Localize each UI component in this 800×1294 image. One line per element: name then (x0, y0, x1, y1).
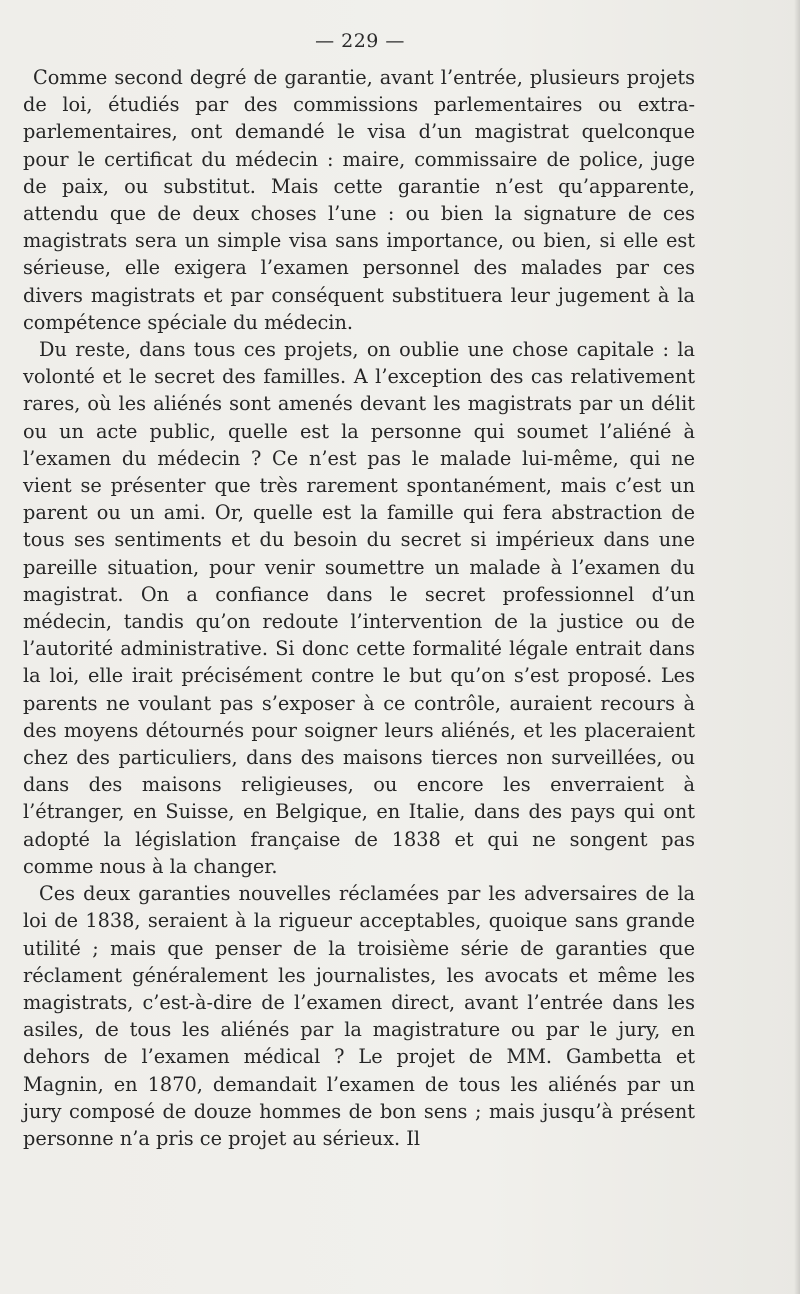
paragraph-2: Du reste, dans tous ces projets, on oublie une chose capitale : la volonté et le secret des familles. A l’exception des cas relativement rares, où les aliénés sont amenés devant les magistrats par un délit ou un acte public, quelle est la personne qui soumet l’aliéné à l’examen du médecin ? Ce n’est pas le malade lui-même, qui ne vient se présenter que très rarement spontanément, mais c’est un parent ou un ami. Or, quelle est la famille qui fera abstraction de tous ses sentiments et du besoin du secret si impérieux dans une pareille situation, pour venir soumettre un malade à l’examen du magistrat. On a confiance dans le secret professionnel d’un médecin, tandis qu’on redoute l’intervention de la justice ou de l’autorité administrative. Si donc cette formalité légale entrait dans la loi, elle irait précisément contre le but qu’on s’est proposé. Les parents ne voulant pas s’exposer à ce contrôle, auraient recours à des moyens détournés pour soigner leurs aliénés, et les placeraient chez des particuliers, dans des maisons tierces non surveillées, ou dans des maisons religieuses, ou encore les enverraient à l’étranger, en Suisse, en Belgique, en Italie, dans des pays qui ont adopté la législation française de 1838 et qui ne songent pas comme nous à la changer. (23, 338, 695, 878)
paragraph-1: Comme second degré de garantie, avant l’entrée, plusieurs projets de loi, étudiés par des commissions parlementaires ou extra-parlementaires, ont demandé le visa d’un magistrat quelconque pour le certificat du médecin : maire, commissaire de police, juge de paix, ou substitut. Mais cette garantie n’est qu’apparente, attendu que de deux choses l’une : ou bien la signature de ces magistrats sera un simple visa sans importance, ou bien, si elle est sérieuse, elle exigera l’examen personnel des malades par ces divers magistrats et par conséquent substituera leur jugement à la compétence spéciale du médecin. (23, 66, 695, 334)
body-text (23, 64, 695, 1152)
page-number: — 229 — (315, 30, 405, 52)
paragraph-3: Ces deux garanties nouvelles réclamées par les adversaires de la loi de 1838, seraient à la rigueur acceptables, quoique sans grande utilité ; mais que penser de la troisième série de garanties que réclament généralement les journalistes, les avocats et même les magistrats, c’est-à-dire de l’examen direct, avant l’entrée dans les asiles, de tous les aliénés par la magistrature ou par le jury, en dehors de l’examen médical ? Le projet de MM. Gambetta et Magnin, en 1870, demandait l’examen de tous les aliénés par un jury composé de douze hommes de bon sens ; mais jusqu’à présent personne n’a pris ce projet au sérieux. Il (23, 882, 695, 1150)
